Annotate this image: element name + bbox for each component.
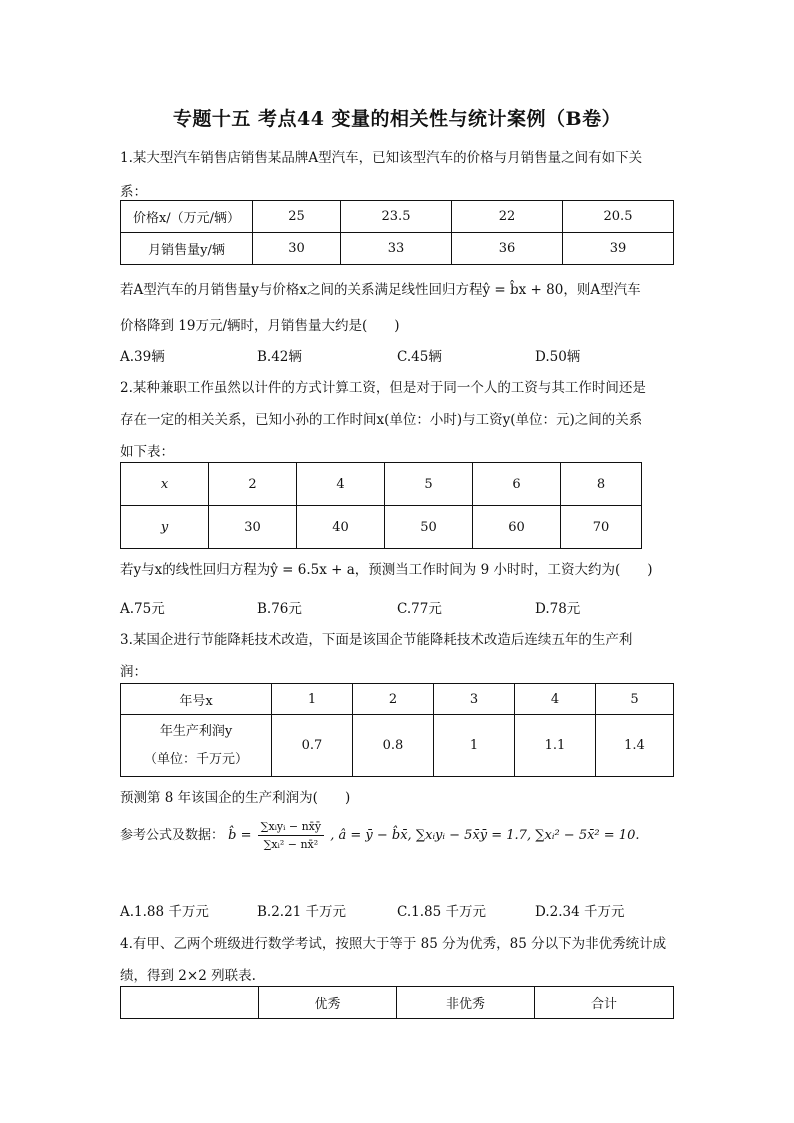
table-cell: 20.5 bbox=[563, 201, 674, 233]
table-cell: 5 bbox=[596, 684, 674, 715]
q1-text-4: 价格降到 19万元/辆时，月销售量大约是( ) bbox=[120, 318, 400, 334]
q3-table bbox=[120, 683, 674, 777]
option-d[interactable]: D.2.34 千万元 bbox=[535, 904, 625, 920]
q3-text-3: 预测第 8 年该国企的生产利润为( ) bbox=[120, 790, 351, 806]
table-cell: 优秀 bbox=[259, 987, 397, 1019]
table-cell: 3 bbox=[434, 684, 515, 715]
table-cell: 60 bbox=[473, 506, 561, 549]
table-cell: 33 bbox=[341, 233, 452, 265]
option-d[interactable]: D.50辆 bbox=[535, 349, 581, 365]
table-cell: 4 bbox=[515, 684, 596, 715]
option-c[interactable]: C.77元 bbox=[397, 601, 442, 617]
q4-table bbox=[120, 986, 674, 1019]
table-cell-line: （单位：千万元） bbox=[143, 751, 248, 767]
q3-text-2: 润： bbox=[120, 664, 147, 680]
table-cell: 4 bbox=[297, 463, 385, 506]
table-cell: x bbox=[121, 463, 209, 506]
option-b[interactable]: B.2.21 千万元 bbox=[257, 904, 347, 920]
formula-rest-3: ∑xᵢ² − 5x̄² = 10. bbox=[535, 828, 640, 843]
table-cell: 合计 bbox=[535, 987, 674, 1019]
table-cell bbox=[121, 987, 259, 1019]
formula-prefix: 参考公式及数据： bbox=[120, 828, 225, 843]
table-cell: 2 bbox=[209, 463, 297, 506]
q3-text-1: 3.某国企进行节能降耗技术改造，下面是该国企节能降耗技术改造后连续五年的生产利 bbox=[120, 632, 633, 648]
option-a[interactable]: A.1.88 千万元 bbox=[120, 904, 209, 920]
table-cell: 70 bbox=[561, 506, 642, 549]
q2-text-3: 如下表： bbox=[120, 444, 174, 460]
table-cell: 价格x/（万元/辆） bbox=[121, 201, 253, 233]
table-cell: 5 bbox=[385, 463, 473, 506]
q2-text-1: 2.某种兼职工作虽然以计件的方式计算工资，但是对于同一个人的工资与其工作时间还是 bbox=[120, 380, 646, 396]
table-cell: 年号x bbox=[121, 684, 272, 715]
q2-table bbox=[120, 462, 642, 549]
table-cell bbox=[121, 715, 272, 777]
q2-text-4: 若y与x的线性回归方程为ŷ = 6.5x + a，预测当工作时间为 9 小时时，工资大约为( ) bbox=[120, 562, 653, 578]
table-cell: 非优秀 bbox=[397, 987, 535, 1019]
table-row bbox=[121, 715, 674, 777]
table-cell: 1.4 bbox=[596, 715, 674, 777]
option-c[interactable]: C.1.85 千万元 bbox=[397, 904, 486, 920]
table-row bbox=[121, 201, 674, 233]
q4-text-1: 4.有甲、乙两个班级进行数学考试，按照大于等于 85 分为优秀，85 分以下为非优秀统计成 bbox=[120, 936, 667, 952]
table-cell: 30 bbox=[209, 506, 297, 549]
formula-rest-1: , â = ȳ − b̂x̄, bbox=[330, 828, 412, 843]
formula-rest-2: ∑xᵢyᵢ − 5x̄ȳ = 1.7, bbox=[415, 828, 532, 843]
table-cell: 36 bbox=[452, 233, 563, 265]
table-cell: 1 bbox=[272, 684, 353, 715]
table-cell: 6 bbox=[473, 463, 561, 506]
table-row bbox=[121, 684, 674, 715]
table-cell: 40 bbox=[297, 506, 385, 549]
table-cell: 月销售量y/辆 bbox=[121, 233, 253, 265]
table-cell-line: 年生产利润y bbox=[159, 723, 233, 739]
option-b[interactable]: B.42辆 bbox=[257, 349, 302, 365]
table-cell: 8 bbox=[561, 463, 642, 506]
option-d[interactable]: D.78元 bbox=[535, 601, 581, 617]
option-c[interactable]: C.45辆 bbox=[397, 349, 442, 365]
q2-text-2: 存在一定的相关关系，已知小孙的工作时间x(单位：小时)与工资y(单位：元)之间的关系 bbox=[120, 412, 643, 428]
table-cell: 23.5 bbox=[341, 201, 452, 233]
table-cell: 25 bbox=[253, 201, 341, 233]
table-cell: 2 bbox=[353, 684, 434, 715]
table-cell: 50 bbox=[385, 506, 473, 549]
q1-text-1: 1.某大型汽车销售店销售某品牌A型汽车，已知该型汽车的价格与月销售量之间有如下关 bbox=[120, 150, 643, 166]
formula-fraction bbox=[258, 820, 324, 851]
option-a[interactable]: A.39辆 bbox=[120, 349, 165, 365]
table-row bbox=[121, 233, 674, 265]
table-row bbox=[121, 506, 642, 549]
table-cell: 39 bbox=[563, 233, 674, 265]
option-b[interactable]: B.76元 bbox=[257, 601, 302, 617]
table-cell: y bbox=[121, 506, 209, 549]
q4-text-2: 绩，得到 2×2 列联表. bbox=[120, 968, 256, 984]
q1-table bbox=[120, 200, 674, 265]
formula-numerator: ∑xᵢyᵢ − nx̄ȳ bbox=[258, 820, 324, 836]
q1-text-2: 系： bbox=[120, 184, 147, 200]
formula-b-hat: b̂ = bbox=[228, 828, 252, 843]
table-row bbox=[121, 987, 674, 1019]
formula-denominator: ∑xᵢ² − nx̄² bbox=[263, 838, 319, 851]
table-row bbox=[121, 463, 642, 506]
table-cell: 30 bbox=[253, 233, 341, 265]
q1-text-3: 若A型汽车的月销售量y与价格x之间的关系满足线性回归方程ŷ = b̂x + 80，则A型汽车 bbox=[120, 282, 641, 298]
table-cell: 1 bbox=[434, 715, 515, 777]
table-cell: 0.8 bbox=[353, 715, 434, 777]
page-title: 专题十五 考点44 变量的相关性与统计案例（B卷） bbox=[172, 108, 622, 130]
reference-formula bbox=[120, 820, 639, 851]
table-cell: 0.7 bbox=[272, 715, 353, 777]
table-cell: 22 bbox=[452, 201, 563, 233]
table-cell: 1.1 bbox=[515, 715, 596, 777]
option-a[interactable]: A.75元 bbox=[120, 601, 165, 617]
